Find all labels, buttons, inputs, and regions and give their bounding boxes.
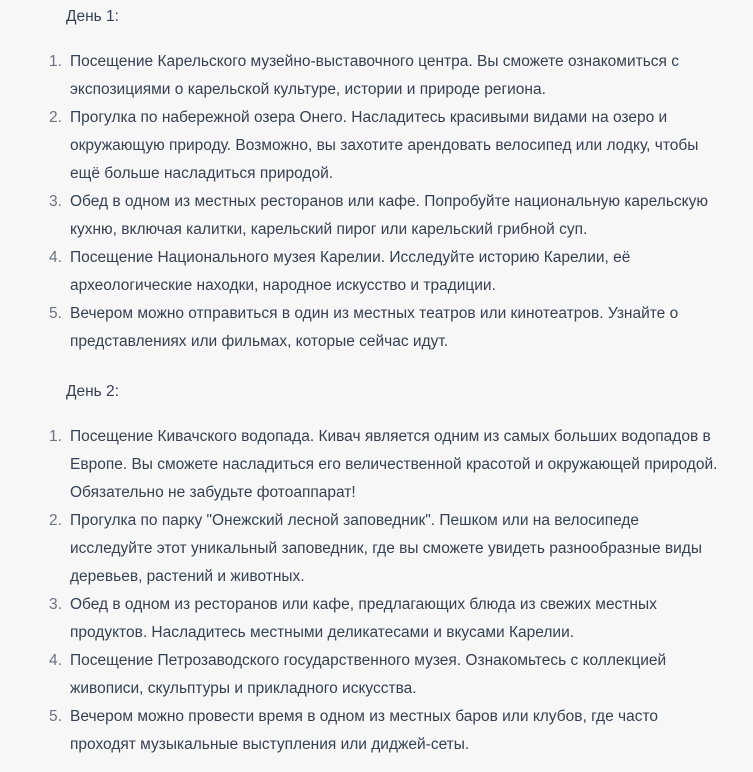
- item-number: 5.: [49, 708, 62, 725]
- item-number: 1.: [49, 428, 62, 445]
- day-2-list: [49, 423, 733, 759]
- item-number: 5.: [49, 305, 62, 322]
- item-text: Посещение Кивачского водопада. Кивач является одним из самых больших водопадов в Европе. Вы сможете насладиться его величественной красотой и окружающей природой. Обязательно не забудьте фотоаппарат!: [70, 428, 718, 501]
- day-1-heading: День 1:: [66, 8, 119, 25]
- item-text: Прогулка по набережной озера Онего. Насладитесь красивыми видами на озеро и окружающую природу. Возможно, вы захотите арендовать велосипед или лодку, чтобы ещё больше насладиться природой.: [70, 109, 699, 182]
- item-number: 1.: [49, 53, 62, 70]
- list-item: [49, 703, 733, 759]
- item-number: 3.: [49, 193, 62, 210]
- item-number: 2.: [49, 512, 62, 529]
- item-number: 2.: [49, 109, 62, 126]
- day-1-list: [49, 48, 733, 356]
- item-text: Посещение Петрозаводского государственного музея. Ознакомьтесь с коллекцией живописи, скульптуры и прикладного искусства.: [70, 652, 667, 697]
- list-item: [49, 104, 733, 188]
- item-text: Посещение Национального музея Карелии. Исследуйте историю Карелии, её археологические находки, народное искусство и традиции.: [70, 249, 631, 294]
- list-item: [49, 591, 733, 647]
- item-text: Обед в одном из местных ресторанов или кафе. Попробуйте национальную карельскую кухню, включая калитки, карельский пирог или карельский грибной суп.: [70, 193, 708, 238]
- item-number: 4.: [49, 249, 62, 266]
- list-item: [49, 507, 733, 591]
- list-item: [49, 423, 733, 507]
- list-item: [49, 244, 733, 300]
- item-text: Прогулка по парку "Онежский лесной заповедник". Пешком или на велосипеде исследуйте этот уникальный заповедник, где вы сможете увидеть разнообразные виды деревьев, растений и животных.: [70, 512, 702, 585]
- item-text: Вечером можно отправиться в один из местных театров или кинотеатров. Узнайте о представлениях или фильмах, которые сейчас идут.: [70, 305, 679, 350]
- item-text: Обед в одном из ресторанов или кафе, предлагающих блюда из свежих местных продуктов. Насладитесь местными деликатесами и вкусами Карелии.: [70, 596, 657, 641]
- list-item: [49, 300, 733, 356]
- list-item: [49, 647, 733, 703]
- item-text: Вечером можно провести время в одном из местных баров или клубов, где часто проходят музыкальные выступления или диджей-сеты.: [70, 708, 659, 753]
- item-number: 4.: [49, 652, 62, 669]
- list-item: [49, 188, 733, 244]
- item-text: Посещение Карельского музейно-выставочного центра. Вы сможете ознакомиться с экспозициями о карельской культуре, истории и природе региона.: [70, 53, 679, 98]
- item-number: 3.: [49, 596, 62, 613]
- day-2-heading: День 2:: [66, 383, 119, 400]
- list-item: [49, 48, 733, 104]
